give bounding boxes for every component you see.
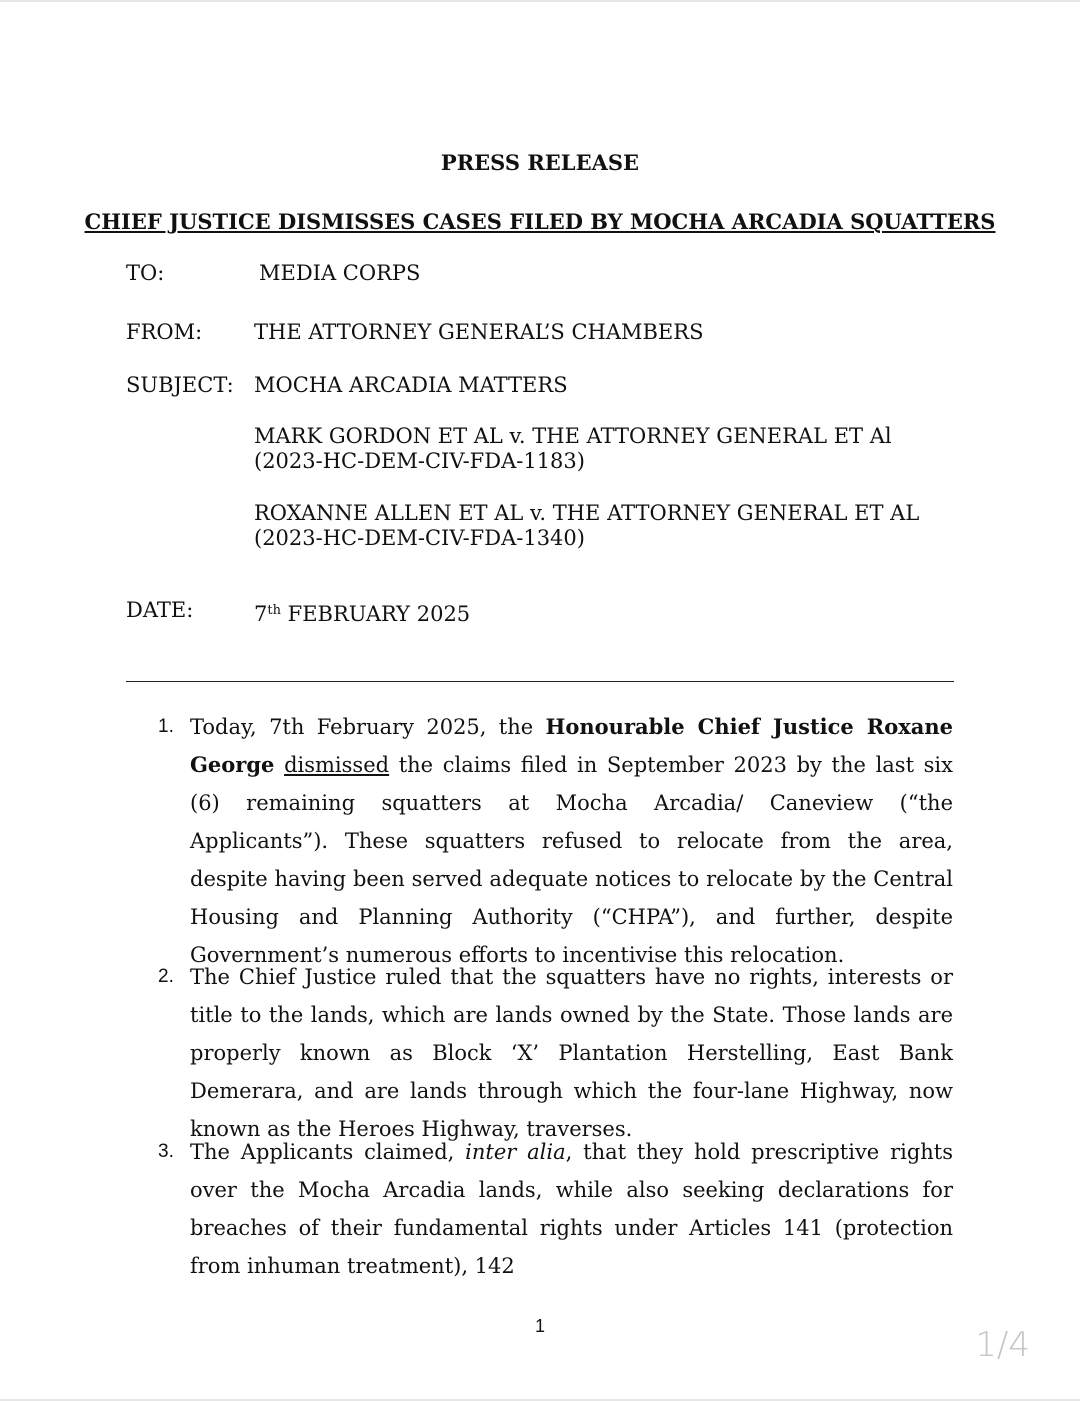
to-value: MEDIA CORPS (259, 261, 421, 285)
case-1-title: MARK GORDON ET AL v. THE ATTORNEY GENERAL ET Al (254, 424, 892, 448)
paragraph-3-text-b: , that they hold prescriptive rights over the Mocha Arcadia lands, while also seeking declarations for breaches of their fundamental rights under Articles 141 (protection from inhuman treatment), 142 (190, 1140, 954, 1278)
paragraph-3-number: 3. (158, 1141, 174, 1162)
paragraph-1-number: 1. (158, 716, 174, 737)
paragraph-1-underline: dismissed (284, 753, 390, 777)
paragraph-3-italic: inter alia (465, 1140, 566, 1164)
paragraph-2-number: 2. (158, 966, 174, 987)
case-reference-1 (254, 424, 892, 474)
case-2-number: (2023-HC-DEM-CIV-FDA-1340) (254, 526, 585, 550)
header-divider (126, 681, 954, 682)
date-value (254, 598, 470, 627)
date-rest: FEBRUARY 2025 (280, 602, 471, 626)
page-counter: 1/4 (975, 1325, 1030, 1365)
paragraph-1-text-a: Today, 7th February 2025, the (190, 715, 546, 739)
subject-label: SUBJECT: (126, 373, 234, 397)
page-number: 1 (534, 1316, 545, 1336)
case-1-number: (2023-HC-DEM-CIV-FDA-1183) (254, 449, 585, 473)
from-value: THE ATTORNEY GENERAL’S CHAMBERS (254, 320, 704, 344)
paragraph-3 (190, 1133, 953, 1285)
date-day: 7 (254, 602, 268, 626)
paragraph-2: The Chief Justice ruled that the squatters have no rights, interests or title to the lands, which are lands owned by the State. Those lands are properly known as Block ‘X’ Plantation Herstelling, East Bank Demerara, and are lands through which the four-lane Highway, now known as the Heroes Highway, traverses. (190, 965, 953, 1141)
to-label: TO: (126, 261, 165, 285)
from-label: FROM: (126, 320, 203, 344)
paragraph-1-bold: Honourable Chief Justice Roxane George (190, 714, 953, 777)
date-suffix: th (267, 603, 281, 618)
date-label: DATE: (126, 598, 194, 622)
subject-value: MOCHA ARCADIA MATTERS (254, 373, 568, 397)
paragraph-1 (190, 708, 953, 974)
paragraph-1-text-b: the claims filed in September 2023 by the last six (6) remaining squatters at Mocha Arcadia/ Caneview (“the Applicants”). These squatters refused to relocate from the area, despite having been served adequate notices to relocate by the Central Housing and Planning Authority (“CHPA”), and further, despite Government’s numerous efforts to incentivise this relocation. (190, 753, 953, 967)
case-reference-2 (254, 501, 919, 551)
document-headline: CHIEF JUSTICE DISMISSES CASES FILED BY MOCHA ARCADIA SQUATTERS (84, 209, 996, 234)
document-title: PRESS RELEASE (440, 150, 640, 175)
paragraph-3-text-a: The Applicants claimed, (190, 1140, 466, 1164)
case-2-title: ROXANNE ALLEN ET AL v. THE ATTORNEY GENERAL ET AL (254, 501, 920, 525)
